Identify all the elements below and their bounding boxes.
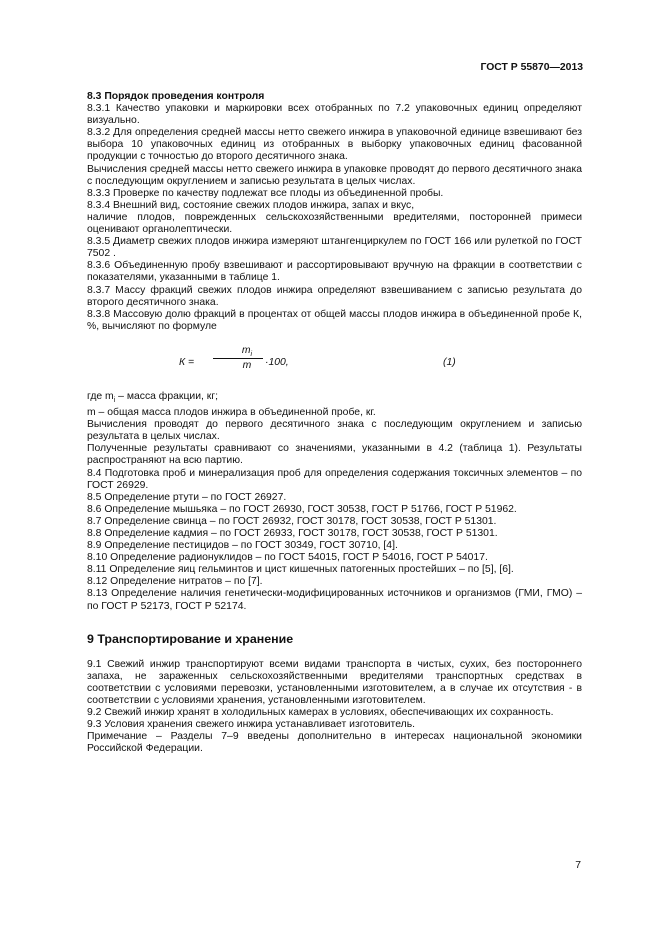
paragraph-9-3: 9.3 Условия хранения свежего инжира устанавливает изготовитель. [87, 719, 415, 731]
subsection-title: 8.3 Порядок проведения контроля [87, 91, 265, 102]
paragraph-8-4: 8.4 Подготовка проб и минерализация проб для определения содержания токсичных элементов – по ГОСТ 26929. [87, 467, 582, 491]
paragraph-8-3-1 [87, 103, 582, 127]
paragraph-8-3-4-cont: наличие плодов, поврежденных сельскохозяйственными вредителями, посторонней примеси оценивают органолептически. [87, 211, 582, 236]
numerator-symbol: m [241, 344, 251, 356]
paragraph-8-3-2-calc [87, 164, 582, 188]
paragraph-8-11: 8.11 Определение яиц гельминтов и цист кишечных патогенных простейших – по [5], [6]. [87, 564, 514, 576]
page-content [87, 91, 582, 755]
where-subscript: i [113, 396, 116, 404]
paragraph-8-7: 8.7 Определение свинца – по ГОСТ 26932, ГОСТ 30178, ГОСТ 30538, ГОСТ Р 51301. [87, 515, 497, 527]
formula-denominator: m [242, 359, 252, 371]
paragraph-8-10: 8.10 Определение радионуклидов – по ГОСТ 54015, ГОСТ Р 54016, ГОСТ Р 54017. [87, 552, 488, 564]
numerator-subscript: i [250, 350, 253, 358]
where-m: m – общая масса плодов инжира в объединенной пробе, кг. [87, 407, 376, 419]
document-id-header: ГОСТ Р 55870—2013 [480, 62, 583, 73]
paragraph-8-13: 8.13 Определение наличия генетически-модифицированных источников и организмов (ГМИ, ГМО) – по ГОСТ Р 52173, ГОСТ Р 52174. [87, 588, 582, 612]
paragraph-8-6: 8.6 Определение мышьяка – по ГОСТ 26930, ГОСТ 30538, ГОСТ Р 51766, ГОСТ Р 51962. [87, 503, 517, 515]
paragraph-8-3-3: 8.3.3 Проверке по качеству подлежат все плоды из объединенной пробы. [87, 187, 444, 199]
formula-factor: ·100, [265, 356, 289, 368]
formula-1 [87, 345, 582, 381]
paragraph-9-2: 9.2 Свежий инжир хранят в холодильных камерах в условиях, обеспечивающих их сохранность. [87, 707, 554, 719]
formula-lhs: К = [179, 356, 195, 368]
paragraph-8-8: 8.8 Определение кадмия – по ГОСТ 26933, ГОСТ 30178, ГОСТ 30538, ГОСТ Р 51301. [87, 527, 498, 539]
paragraph-8-5: 8.5 Определение ртути – по ГОСТ 26927. [87, 491, 287, 503]
paragraph-8-12: 8.12 Определение нитратов – по [7]. [87, 576, 263, 588]
paragraph-text: Вычисления средней массы нетто свежего инжира в упаковке проводят до первого десятичного знака с последующим округлением и записью результата в целых числах. [87, 163, 582, 187]
formula-number: (1) [443, 356, 456, 368]
paragraph-8-3-4: 8.3.4 Внешний вид, состояние свежих плодов инжира, запах и вкус, [87, 199, 415, 211]
paragraph-8-9: 8.9 Определение пестицидов – по ГОСТ 30349, ГОСТ 30710, [4]. [87, 540, 398, 552]
paragraph-9-1: 9.1 Свежий инжир транспортируют всеми видами транспорта в чистых, сухих, без постороннего запаха, не зараженных сельскохозяйственными вредителями транспортных средствах в соответствии с условиями перевозки, установленными изготовителем, а в случае их отсутствия - в соответствии с условиями хранения, установленными изготовителем. [87, 658, 582, 707]
page-number: 7 [575, 860, 581, 871]
paragraph-8-3-2 [87, 127, 582, 163]
paragraph-calc: Вычисления проводят до первого десятичного знака с последующим округлением и записью результата в целых числах. [87, 419, 582, 443]
fraction-bar [213, 358, 263, 359]
section-title: 9 Транспортирование и хранение [87, 631, 294, 646]
paragraph-text: 8.3.1 Качество упаковки и маркировки всех отобранных по 7.2 упаковочных единиц определяют визуально. [87, 103, 582, 127]
paragraph-8-3-5: 8.3.5 Диаметр свежих плодов инжира измеряют штангенциркулем по ГОСТ 166 или рулеткой по ГОСТ 7502 . [87, 236, 582, 260]
paragraph-8-3-8: 8.3.8 Массовую долю фракций в процентах от общей массы плодов инжира в объединенной пробе К, %, вычисляют по формуле [87, 308, 582, 332]
where-mi [87, 391, 582, 407]
paragraph-text: 8.3.2 Для определения средней массы нетто свежего инжира в упаковочной единице взвешивают без выбора 10 упаковочных единиц из отобранных в выборку упаковочных единиц фасованной продукции с точностью до второго десятичного знака. [87, 127, 582, 163]
where-rest: – масса фракции, кг; [115, 390, 219, 402]
paragraph-8-3-7: 8.3.7 Массу фракций свежих плодов инжира определяют взвешиванием с записью результата до второго десятичного знака. [87, 284, 582, 308]
note: Примечание – Разделы 7–9 введены дополнительно в интересах национальной экономики Российской Федерации. [87, 731, 582, 755]
where-prefix: где m [87, 390, 114, 402]
paragraph-compare: Полученные результаты сравнивают со значениями, указанными в 4.2 (таблица 1). Результаты распространяют на всю партию. [87, 443, 582, 467]
paragraph-8-3-6: 8.3.6 Объединенную пробу взвешивают и рассортировывают вручную на фракции в соответствии с показателями, указанными в таблице 1. [87, 260, 582, 284]
